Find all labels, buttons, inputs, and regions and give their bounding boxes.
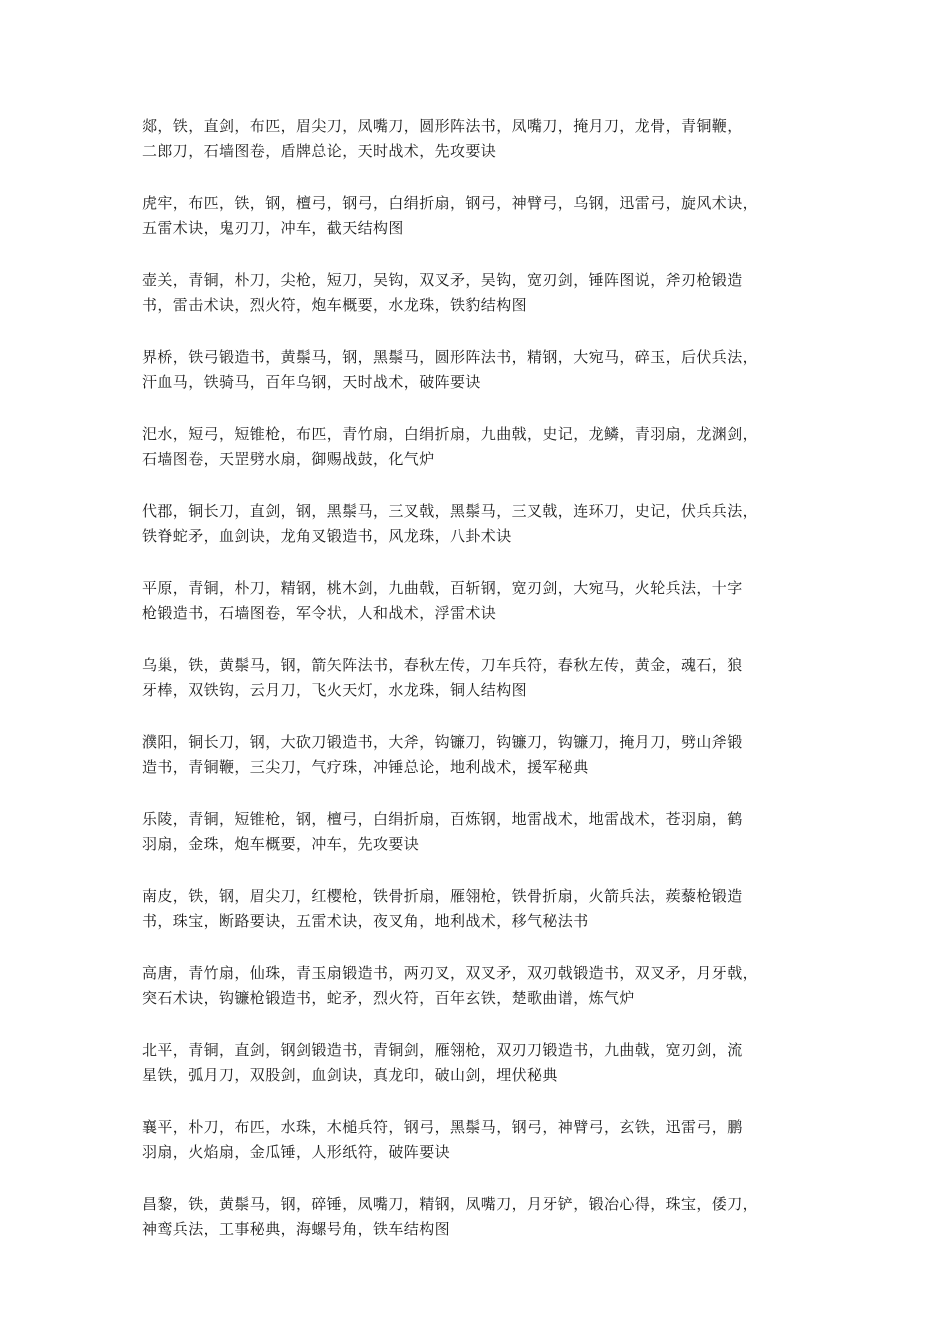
paragraph <box>142 268 810 318</box>
text-line: 界桥，铁弓锻造书，黄鬃马，钢，黑鬃马，圆形阵法书，精钢，大宛马，碎玉，后伏兵法， <box>142 348 759 366</box>
paragraph <box>142 1115 810 1165</box>
text-line: 北平，青铜，直剑，钢剑锻造书，青铜剑，雁翎枪，双刃刀锻造书，九曲戟，宽刃剑，流 <box>142 1041 743 1059</box>
text-line: 汜水，短弓，短锥枪，布匹，青竹扇，白绢折扇，九曲戟，史记，龙鳞，青羽扇，龙渊剑， <box>142 425 759 443</box>
paragraph <box>142 499 810 549</box>
text-line: 郯，铁，直剑，布匹，眉尖刀，凤嘴刀，圆形阵法书，凤嘴刀，掩月刀，龙骨，青铜鞭， <box>142 117 743 135</box>
text-line: 襄平，朴刀，布匹，水珠，木槌兵符，钢弓，黑鬃马，钢弓，神臂弓，玄铁，迅雷弓，鹏 <box>142 1118 743 1136</box>
paragraph <box>142 807 810 857</box>
paragraph <box>142 345 810 395</box>
text-line: 高唐，青竹扇，仙珠，青玉扇锻造书，两刃叉，双叉矛，双刃戟锻造书，双叉矛，月牙戟， <box>142 964 759 982</box>
text-line: 羽扇，金珠，炮车概要，冲车，先攻要诀 <box>142 835 420 853</box>
text-line: 枪锻造书，石墙图卷，军令状，人和战术，浮雷术诀 <box>142 604 497 622</box>
paragraph <box>142 114 810 164</box>
text-line: 铁脊蛇矛，血剑诀，龙角叉锻造书，风龙珠，八卦术诀 <box>142 527 512 545</box>
text-line: 代郡，铜长刀，直剑，钢，黑鬃马，三叉戟，黑鬃马，三叉戟，连环刀，史记，伏兵兵法， <box>142 502 759 520</box>
text-line: 汗血马，铁骑马，百年乌钢，天时战术，破阵要诀 <box>142 373 481 391</box>
paragraph <box>142 730 810 780</box>
paragraph <box>142 422 810 472</box>
text-line: 昌黎，铁，黄鬃马，钢，碎锤，凤嘴刀，精钢，凤嘴刀，月牙铲，锻冶心得，珠宝，倭刀， <box>142 1195 759 1213</box>
text-line: 二郎刀，石墙图卷，盾牌总论，天时战术，先攻要诀 <box>142 142 497 160</box>
text-line: 书，珠宝，断路要诀，五雷术诀，夜叉角，地利战术，移气秘法书 <box>142 912 589 930</box>
text-line: 造书，青铜鞭，三尖刀，气疗珠，冲锤总论，地利战术，援军秘典 <box>142 758 589 776</box>
text-line: 石墙图卷，天罡劈水扇，御赐战鼓，化气炉 <box>142 450 435 468</box>
text-line: 乌巢，铁，黄鬃马，钢，箭矢阵法书，春秋左传，刀车兵符，春秋左传，黄金，魂石，狼 <box>142 656 743 674</box>
text-line: 乐陵，青铜，短锥枪，钢，檀弓，白绢折扇，百炼钢，地雷战术，地雷战术，苍羽扇，鹤 <box>142 810 743 828</box>
paragraph <box>142 1192 810 1242</box>
paragraph <box>142 1038 810 1088</box>
text-line: 虎牢，布匹，铁，钢，檀弓，钢弓，白绢折扇，钢弓，神臂弓，乌钢，迅雷弓，旋风术诀， <box>142 194 759 212</box>
text-line: 突石术诀，钩镰枪锻造书，蛇矛，烈火符，百年玄铁，楚歌曲谱，炼气炉 <box>142 989 635 1007</box>
text-line: 牙棒，双铁钩，云月刀，飞火天灯，水龙珠，铜人结构图 <box>142 681 528 699</box>
paragraph <box>142 191 810 241</box>
document-body <box>142 114 810 1269</box>
text-line: 南皮，铁，钢，眉尖刀，红樱枪，铁骨折扇，雁翎枪，铁骨折扇，火箭兵法，蒺藜枪锻造 <box>142 887 743 905</box>
text-line: 五雷术诀，鬼刃刀，冲车，截天结构图 <box>142 219 404 237</box>
paragraph <box>142 961 810 1011</box>
text-line: 濮阳，铜长刀，钢，大砍刀锻造书，大斧，钩镰刀，钩镰刀，钩镰刀，掩月刀，劈山斧锻 <box>142 733 743 751</box>
paragraph <box>142 653 810 703</box>
text-line: 星铁，弧月刀，双股剑，血剑诀，真龙印，破山剑，埋伏秘典 <box>142 1066 558 1084</box>
text-line: 神鸾兵法，工事秘典，海螺号角，铁车结构图 <box>142 1220 451 1238</box>
text-line: 羽扇，火焰扇，金瓜锤，人形纸符，破阵要诀 <box>142 1143 451 1161</box>
text-line: 书，雷击术诀，烈火符，炮车概要，水龙珠，铁豹结构图 <box>142 296 528 314</box>
paragraph <box>142 576 810 626</box>
text-line: 壶关，青铜，朴刀，尖枪，短刀，吴钩，双叉矛，吴钩，宽刃剑，锤阵图说，斧刃枪锻造 <box>142 271 743 289</box>
text-line: 平原，青铜，朴刀，精钢，桃木剑，九曲戟，百斩钢，宽刃剑，大宛马，火轮兵法，十字 <box>142 579 743 597</box>
paragraph <box>142 884 810 934</box>
